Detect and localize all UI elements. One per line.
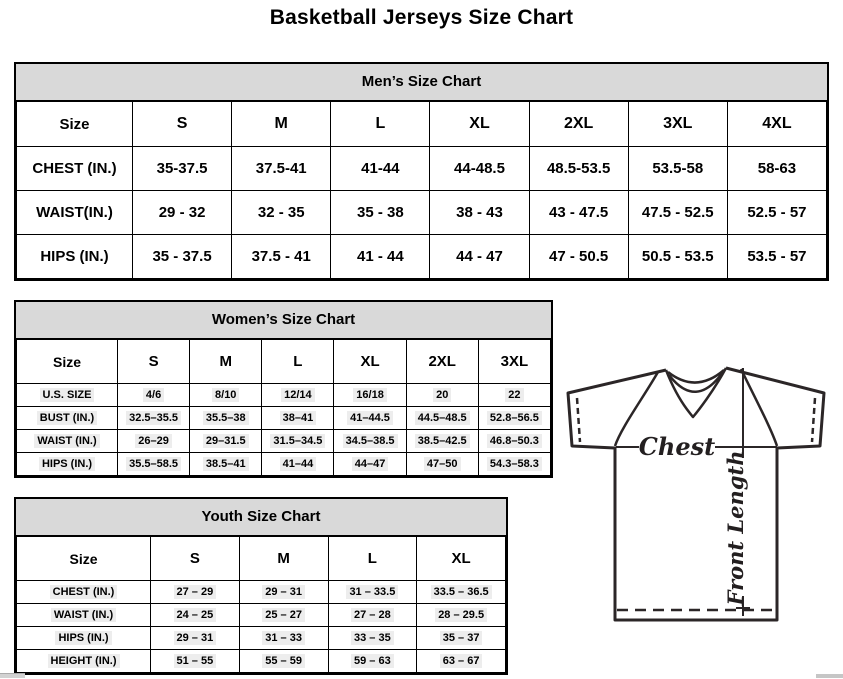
size-value-cell: 26–29 xyxy=(118,430,190,453)
size-value-cell: 44.5–48.5 xyxy=(406,407,478,430)
measurement-row xyxy=(17,581,506,604)
size-value-cell: 52.8–56.5 xyxy=(478,407,550,430)
measurement-row xyxy=(17,147,827,191)
row-label: WAIST(IN.) xyxy=(17,191,133,235)
size-value-cell: 33 – 35 xyxy=(328,627,417,650)
size-value-cell: 41–44 xyxy=(262,453,334,476)
size-value-cell: 16/18 xyxy=(334,384,406,407)
youth-size-chart xyxy=(14,497,508,675)
size-column-header: XL xyxy=(430,102,529,147)
size-value-cell: 35.5–58.5 xyxy=(118,453,190,476)
size-value-cell: 27 – 28 xyxy=(328,604,417,627)
size-value-cell: 38 - 43 xyxy=(430,191,529,235)
size-column-header: S xyxy=(133,102,232,147)
size-header-row xyxy=(17,537,506,581)
size-header-row xyxy=(17,102,827,147)
size-value-cell: 29 – 31 xyxy=(239,581,328,604)
size-value-cell: 44-48.5 xyxy=(430,147,529,191)
size-value-cell: 32.5–35.5 xyxy=(118,407,190,430)
size-value-cell: 28 – 29.5 xyxy=(417,604,506,627)
size-value-cell: 44–47 xyxy=(334,453,406,476)
row-label: CHEST (IN.) xyxy=(17,581,151,604)
size-value-cell: 22 xyxy=(478,384,550,407)
size-value-cell: 35 - 37.5 xyxy=(133,235,232,279)
size-value-cell: 47–50 xyxy=(406,453,478,476)
size-value-cell: 38.5–42.5 xyxy=(406,430,478,453)
size-value-cell: 37.5-41 xyxy=(232,147,331,191)
size-value-cell: 55 – 59 xyxy=(239,650,328,673)
size-column-header: 4XL xyxy=(727,102,826,147)
measurement-row xyxy=(17,453,551,476)
size-value-cell: 31.5–34.5 xyxy=(262,430,334,453)
size-value-cell: 37.5 - 41 xyxy=(232,235,331,279)
size-value-cell: 43 - 47.5 xyxy=(529,191,628,235)
size-value-cell: 38.5–41 xyxy=(190,453,262,476)
size-header-row xyxy=(17,340,551,384)
size-value-cell: 12/14 xyxy=(262,384,334,407)
size-value-cell: 35 – 37 xyxy=(417,627,506,650)
size-value-cell: 59 – 63 xyxy=(328,650,417,673)
size-column-header: M xyxy=(190,340,262,384)
size-value-cell: 53.5-58 xyxy=(628,147,727,191)
scrollbar-fragment-left[interactable] xyxy=(0,673,25,678)
size-value-cell: 52.5 - 57 xyxy=(727,191,826,235)
measurement-row xyxy=(17,384,551,407)
size-value-cell: 47 - 50.5 xyxy=(529,235,628,279)
mens-size-table xyxy=(16,101,827,279)
measurement-row xyxy=(17,191,827,235)
size-value-cell: 63 – 67 xyxy=(417,650,506,673)
row-label: HIPS (IN.) xyxy=(17,235,133,279)
size-value-cell: 58-63 xyxy=(727,147,826,191)
row-label: WAIST (IN.) xyxy=(17,430,118,453)
size-value-cell: 35.5–38 xyxy=(190,407,262,430)
measurement-row xyxy=(17,604,506,627)
size-value-cell: 35-37.5 xyxy=(133,147,232,191)
size-column-header: 3XL xyxy=(628,102,727,147)
mens-size-chart xyxy=(14,62,829,281)
size-value-cell: 25 – 27 xyxy=(239,604,328,627)
size-column-header: M xyxy=(232,102,331,147)
row-label: HEIGHT (IN.) xyxy=(17,650,151,673)
size-value-cell: 29 – 31 xyxy=(151,627,240,650)
youth-chart-header: Youth Size Chart xyxy=(16,499,506,536)
size-column-header: S xyxy=(118,340,190,384)
size-value-cell: 54.3–58.3 xyxy=(478,453,550,476)
size-value-cell: 51 – 55 xyxy=(151,650,240,673)
size-value-cell: 41–44.5 xyxy=(334,407,406,430)
size-value-cell: 38–41 xyxy=(262,407,334,430)
row-label: CHEST (IN.) xyxy=(17,147,133,191)
row-label: HIPS (IN.) xyxy=(17,627,151,650)
size-value-cell: 4/6 xyxy=(118,384,190,407)
size-value-cell: 27 – 29 xyxy=(151,581,240,604)
size-label-header: Size xyxy=(17,340,118,384)
left-cuff-dashed-line xyxy=(577,398,580,442)
size-value-cell: 29 - 32 xyxy=(133,191,232,235)
size-value-cell: 32 - 35 xyxy=(232,191,331,235)
size-column-header: 2XL xyxy=(529,102,628,147)
size-column-header: M xyxy=(239,537,328,581)
jersey-measurement-diagram xyxy=(555,358,843,628)
size-value-cell: 46.8–50.3 xyxy=(478,430,550,453)
size-value-cell: 8/10 xyxy=(190,384,262,407)
youth-size-table xyxy=(16,536,506,673)
size-column-header: L xyxy=(328,537,417,581)
size-column-header: 2XL xyxy=(406,340,478,384)
measurement-row xyxy=(17,430,551,453)
size-value-cell: 31 – 33 xyxy=(239,627,328,650)
size-column-header: XL xyxy=(417,537,506,581)
front-length-label: Front Length xyxy=(723,450,748,606)
womens-chart-header: Women’s Size Chart xyxy=(16,302,551,339)
size-value-cell: 41-44 xyxy=(331,147,430,191)
row-label: WAIST (IN.) xyxy=(17,604,151,627)
size-value-cell: 44 - 47 xyxy=(430,235,529,279)
size-value-cell: 34.5–38.5 xyxy=(334,430,406,453)
measurement-row xyxy=(17,235,827,279)
womens-size-chart xyxy=(14,300,553,478)
size-value-cell: 53.5 - 57 xyxy=(727,235,826,279)
size-column-header: L xyxy=(331,102,430,147)
chest-label: Chest xyxy=(638,432,716,461)
size-label-header: Size xyxy=(17,537,151,581)
mens-chart-header: Men’s Size Chart xyxy=(16,64,827,101)
page-title: Basketball Jerseys Size Chart xyxy=(269,6,574,29)
size-column-header: 3XL xyxy=(478,340,550,384)
row-label: BUST (IN.) xyxy=(17,407,118,430)
size-column-header: L xyxy=(262,340,334,384)
size-column-header: S xyxy=(151,537,240,581)
size-value-cell: 29–31.5 xyxy=(190,430,262,453)
row-label: U.S. SIZE xyxy=(17,384,118,407)
right-cuff-dashed-line xyxy=(812,398,815,442)
measurement-row xyxy=(17,627,506,650)
measurement-row xyxy=(17,650,506,673)
size-value-cell: 20 xyxy=(406,384,478,407)
row-label: HIPS (IN.) xyxy=(17,453,118,476)
size-value-cell: 48.5-53.5 xyxy=(529,147,628,191)
scrollbar-fragment-right[interactable] xyxy=(816,674,843,678)
size-value-cell: 31 – 33.5 xyxy=(328,581,417,604)
jersey-outline xyxy=(568,368,824,620)
womens-size-table xyxy=(16,339,551,476)
size-value-cell: 24 – 25 xyxy=(151,604,240,627)
size-value-cell: 33.5 – 36.5 xyxy=(417,581,506,604)
size-value-cell: 47.5 - 52.5 xyxy=(628,191,727,235)
measurement-row xyxy=(17,407,551,430)
size-value-cell: 50.5 - 53.5 xyxy=(628,235,727,279)
size-label-header: Size xyxy=(17,102,133,147)
size-column-header: XL xyxy=(334,340,406,384)
size-value-cell: 35 - 38 xyxy=(331,191,430,235)
size-value-cell: 41 - 44 xyxy=(331,235,430,279)
